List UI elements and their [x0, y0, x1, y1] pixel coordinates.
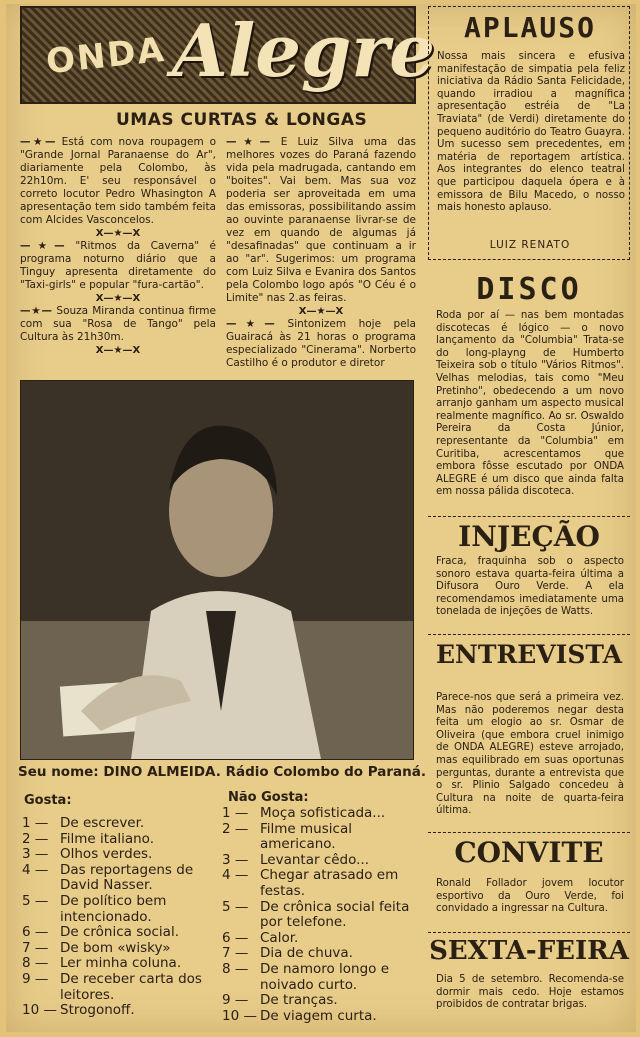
aplauso-box	[428, 6, 630, 260]
nao-gosta-list	[222, 806, 420, 1024]
list-item: 2 — Filme italiano.	[22, 830, 154, 847]
sexta-feira-title: SEXTA-FEIRA	[429, 936, 629, 966]
list-item: 8 — De namoro longo e noivado curto.	[222, 960, 390, 993]
news-item: —★— Está com nova roupagem o "Grande Jornal Paranaense do Ar", diariamente pela Colombo, às 22h10m. E' seu responsável o correto locutor Pedro Whasington A apresentação tem sido também feita com Alcides Vasconcelos.	[20, 136, 216, 226]
list-item: 5 — De crônica social feita por telefone.	[222, 898, 410, 931]
gosta-list	[22, 816, 218, 1019]
news-item: —★— Souza Miranda continua firme com sua "Rosa de Tango" pela Cultura às 21h30m.	[20, 305, 216, 343]
list-item: 6 — Calor.	[222, 929, 299, 946]
nao-gosta-heading: Não Gosta:	[228, 790, 309, 805]
star-icon: —★—	[226, 318, 288, 330]
list-item: 2 — Filme musical americano.	[222, 820, 352, 853]
list-item: 10 — De viagem curta.	[222, 1007, 377, 1024]
list-item: 1 — De escrever.	[22, 815, 145, 831]
convite-title: CONVITE	[454, 836, 604, 869]
list-item: 1 — Moça sofisticada...	[222, 805, 386, 821]
star-icon: —★—	[20, 240, 76, 252]
entrevista-body: Parece-nos que será a primeira vez. Mas não poderemos negar desta feita um elogio ao sr. Osmar de Oliveira (que embora cruel inimigo de ONDA ALEGRE) esteve arrojado, mas equilibrado em suas oportunas perguntas, durante a entrevista que o sr. Plinio Salgado concedeu à Cultura na noite de quarta-feira última.	[436, 692, 624, 817]
portrait-illustration	[21, 381, 413, 759]
star-icon: —★—	[226, 136, 281, 148]
list-item: 8 — Ler minha coluna.	[22, 955, 182, 972]
separator: X—★—X	[95, 293, 141, 304]
gosta-heading: Gosta:	[24, 793, 72, 808]
masthead	[20, 6, 436, 104]
star-icon: —★—	[20, 136, 62, 148]
aplauso-body: Nossa mais sincera e efusiva manifestação de simpatia pela feliz iniciativa da Rádio Santa Felicidade, quando irradiou a magnífica apresentação estréia de "La Traviata" (de Verdi) diretamente do pequeno auditório do Teatro Guayra. Um sucesso sem precedentes, em matéria de reportagem artística. Aos integrantes do elenco teatral que participou daquela ópera e à emissora de Bilu Macedo, o nosso mais honesto aplauso.	[437, 51, 625, 214]
divider	[428, 832, 630, 833]
list-item: 3 — Levantar cêdo...	[222, 851, 370, 868]
disco-body: Roda por aí — nas bem montadas discotecas é lógico — o novo lançamento da "Columbia" Trata-se do long-playng de Humberto Teixeira sob o título "Vários Ritmos". Velhas melodias, tais como "Meu Pretinho", obedecendo a um novo arranjo ganham um aspecto musical realmente magnífico. Ao sr. Oswaldo Pereira da Costa Júnior, representante da "Columbia" em Curitiba, acrescentamos que embora fôsse escutado por ONDA ALEGRE é um disco que ainda falta em nossa pálida discoteca.	[436, 310, 624, 498]
divider	[428, 634, 630, 635]
news-col-2	[226, 136, 416, 370]
news-col-1	[20, 136, 216, 357]
aplauso-signature: LUIZ RENATO	[489, 239, 571, 251]
masthead-onda: ONDA	[44, 29, 168, 83]
masthead-alegre: Alegre	[172, 8, 436, 93]
news-item: —★— E Luiz Silva uma das melhores vozes do Paraná fazendo vida pela madrugada, cantando em "boites". Vai bem. Mas sua voz poderia ser aproveitada em uma das emissoras, possibilitando assim ao ouvinte paranaense livrar-se de vez em quando de algumas já "desafinadas" que continuam a ir ao "ar". Sugerimos: um programa com Luiz Silva e Evanira dos Santos pela Colombo logo após "O Céu é o Limite" nas 2.as feiras.	[226, 136, 416, 304]
divider	[428, 932, 630, 933]
divider	[428, 516, 630, 517]
portrait-photo	[20, 380, 414, 760]
news-item: —★— Sintonizem hoje pela Guairacá às 21 horas o programa especializado "Cinerama". Norberto Castilho é o produtor e diretor	[226, 318, 416, 369]
disco-title: DISCO	[476, 272, 582, 307]
star-icon: —★—	[20, 305, 57, 317]
injecao-body: Fraca, fraquinha sob o aspecto sonoro estava quarta-feira última a Difusora Ouro Verde. A ela recomendamos imediatamente uma tonelada de injeções de Watts.	[436, 556, 624, 618]
right-column	[428, 6, 632, 1028]
convite-body: Ronald Follador jovem locutor esportivo da Ouro Verde, foi convidado a ingressar na Cultura.	[436, 878, 624, 915]
separator: X—★—X	[95, 228, 141, 239]
entrevista-title: ENTREVISTA	[435, 640, 623, 669]
list-item: 9 — De tranças.	[222, 992, 338, 1009]
list-item: 4 — Das reportagens de David Nasser.	[22, 861, 194, 894]
list-item: 9 — De receber carta dos leitores.	[22, 970, 202, 1003]
list-item: 7 — De bom «wisky»	[22, 939, 171, 956]
list-item: 6 — De crônica social.	[22, 924, 180, 941]
photo-caption: Seu nome: DINO ALMEIDA. Rádio Colombo do Paraná.	[18, 764, 427, 780]
separator: X—★—X	[298, 306, 344, 317]
list-item: 7 — Dia de chuva.	[222, 945, 353, 962]
list-item: 10 — Strogonoff.	[22, 1002, 135, 1019]
separator: X—★—X	[95, 345, 141, 356]
sexta-feira-body: Dia 5 de setembro. Recomenda-se dormir mais cedo. Hoje estamos proibidos de contratar brigas.	[436, 974, 624, 1011]
list-item: 3 — Olhos verdes.	[22, 846, 153, 863]
list-item: 5 — De político bem intencionado.	[22, 892, 167, 925]
section-title: UMAS CURTAS & LONGAS	[116, 110, 368, 130]
aplauso-title: APLAUSO	[463, 11, 596, 44]
news-item: —★— "Ritmos da Caverna" é programa noturno diário que a Tinguy apresenta diretamente do "Taxi-girls" e popular "fura-cartão".	[20, 240, 216, 291]
list-item: 4 — Chegar atrasado em festas.	[222, 867, 399, 899]
injecao-title: INJEÇÃO	[458, 520, 600, 553]
